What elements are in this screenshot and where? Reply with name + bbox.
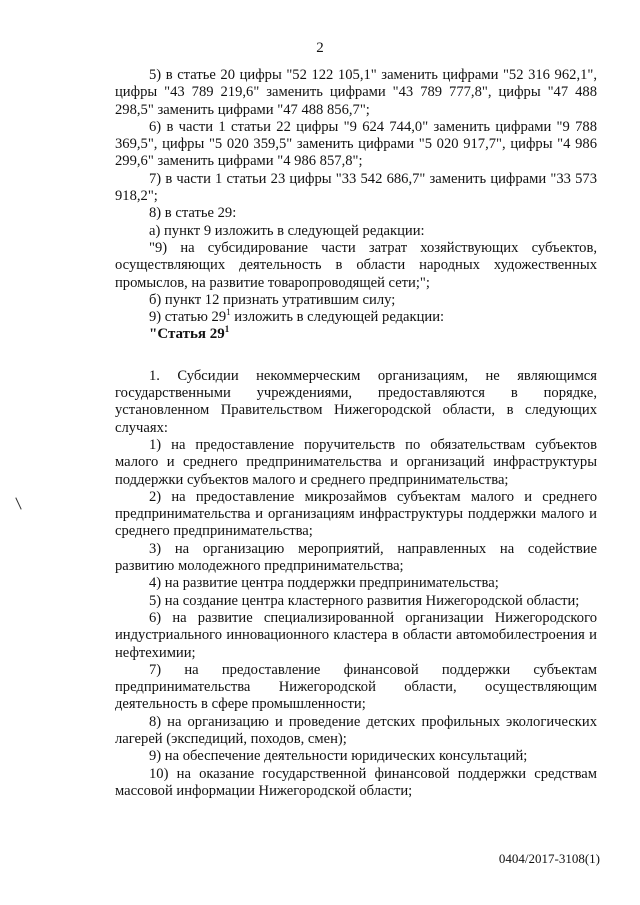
page-number: 2 (316, 40, 324, 56)
list-item-8: 8) на организацию и проведение детских профильных экологических лагерей (экспедиций, походов, смен); (115, 713, 597, 747)
list-item-10: 10) на оказание государственной финансовой поддержки средствам массовой информации Нижегородской области; (115, 765, 597, 799)
paragraph-8a-text: "9) на субсидирование части затрат хозяйствующих субъектов, осуществляющих деятельность в области народных художественных промыслов, на развитие товаропроводящей сети;"; (115, 239, 597, 291)
article-part-1: 1. Субсидии некоммерческим организациям, не являющимся государственными учреждениями, предоставляются в порядке, установленном Правительством Нижегородской области, в следующих случаях: (115, 367, 597, 436)
paragraph-6: 6) в части 1 статьи 22 цифры "9 624 744,0" заменить цифрами "9 788 369,5", цифры "5 020 359,5" заменить цифрами "5 020 917,7", цифры "4 986 299,6" заменить цифрами "4 986 857,8"; (115, 118, 597, 170)
heading-gap (115, 344, 597, 368)
document-code: 0404/2017-3108(1) (498, 851, 600, 866)
list-item-5: 5) на создание центра кластерного развития Нижегородской области; (149, 592, 580, 609)
paragraph-9-before: 9) статью 29 (149, 309, 227, 326)
list-item-6: 6) на развитие специализированной организации Нижегородского индустриального инновационного кластера в области автомобилестроения и нефтехимии; (115, 609, 597, 661)
list-item-4: 4) на развитие центра поддержки предпринимательства; (149, 575, 499, 592)
list-item-7: 7) на предоставление финансовой поддержки субъектам предпринимательства Нижегородской области, осуществляющим деятельность в сфере промышленности; (115, 661, 597, 713)
paragraph-7: 7) в части 1 статьи 23 цифры "33 542 686,7" заменить цифрами "33 573 918,2"; (115, 170, 597, 205)
paragraph-8a: а) пункт 9 изложить в следующей редакции: (149, 222, 425, 239)
document-body (115, 67, 597, 800)
list-item-1: 1) на предоставление поручительств по обязательствам субъектов малого и среднего предпринимательства и организаций инфраструктуры поддержки субъектов малого и среднего предпринимательства; (115, 436, 597, 488)
article-heading-sup: 1 (224, 324, 230, 335)
paragraph-9-after: изложить в следующей редакции: (230, 309, 445, 326)
paragraph-9-sup: 1 (226, 307, 231, 318)
paragraph-8b: б) пункт 12 признать утратившим силу; (149, 291, 396, 308)
article-heading (115, 326, 597, 343)
list-item-2: 2) на предоставление микрозаймов субъектам малого и среднего предпринимательства и организациям инфраструктуры поддержки малого и среднего предпринимательства; (115, 488, 597, 540)
paragraph-9 (115, 309, 597, 326)
margin-mark (15, 497, 21, 509)
paragraph-5: 5) в статье 20 цифры "52 122 105,1" заменить цифрами "52 316 962,1", цифры "43 789 219,6" заменить цифрами "43 789 777,8", цифры "47 488 298,5" заменить цифрами "47 488 856,7"; (115, 67, 597, 118)
paragraph-8: 8) в статье 29: (149, 205, 237, 222)
list-item-3: 3) на организацию мероприятий, направленных на содействие развитию молодежного предпринимательства; (115, 540, 597, 575)
article-heading-text: "Статья 29 (149, 326, 225, 343)
list-item-9: 9) на обеспечение деятельности юридических консультаций; (149, 748, 528, 765)
